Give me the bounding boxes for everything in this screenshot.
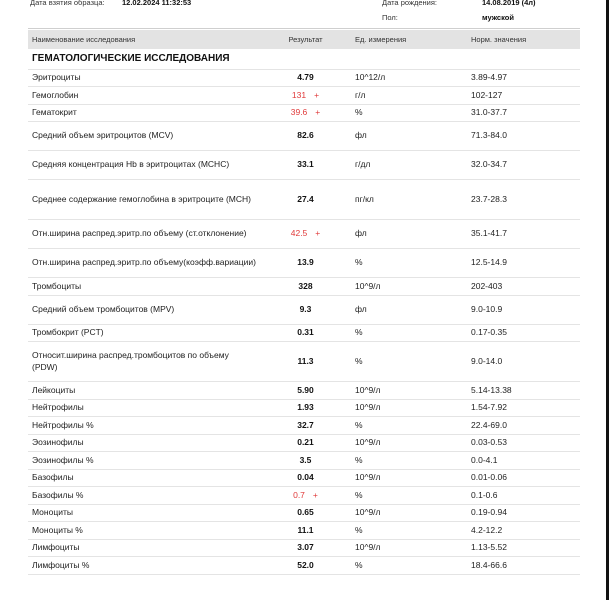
test-name: Отн.ширина распред.эритр.по объему(коэфф.вариации) [28,249,260,278]
table-row [28,557,580,575]
result-value: 0.21 [297,437,314,447]
table-row [28,522,580,540]
test-name: Средний объем тромбоцитов (MPV) [28,295,260,324]
test-unit: пг/кл [351,180,467,220]
result-value: 82.6 [297,130,314,141]
test-norm: 9.0-14.0 [467,342,580,382]
result-value: 9.3 [299,303,312,314]
table-row [28,342,580,382]
test-unit: 10^9/л [351,504,467,522]
test-result [260,180,351,220]
test-result [260,342,351,382]
abnormal-flag: + [312,489,318,500]
table-row [28,399,580,417]
test-norm: 31.0-37.7 [467,104,580,122]
result-value: 0.65 [297,507,314,517]
table-row [28,469,580,487]
test-unit: г/л [351,87,467,105]
sex-label: Пол: [382,13,398,22]
test-unit: 10^9/л [351,382,467,400]
result-value: 0.7 [293,489,305,500]
results-table [28,30,580,575]
table-row [28,104,580,122]
test-name: Базофилы % [28,487,260,505]
test-result [260,539,351,557]
table-row [28,434,580,452]
test-norm: 102-127 [467,87,580,105]
test-name: Лимфоциты [28,539,260,557]
test-result [260,122,351,151]
test-result [260,399,351,417]
test-name: Лейкоциты [28,382,260,400]
result-value: 3.5 [299,454,312,465]
test-norm: 0.19-0.94 [467,504,580,522]
test-result [260,69,351,87]
table-row [28,324,580,342]
result-value: 5.90 [297,384,314,395]
test-unit: % [351,557,467,575]
test-norm: 9.0-10.9 [467,295,580,324]
sample-date-value: 12.02.2024 11:32:53 [122,0,192,7]
test-name: Моноциты % [28,522,260,540]
result-value: 4.79 [297,72,314,82]
abnormal-flag: + [315,107,321,117]
table-row [28,539,580,557]
result-value: 328 [298,280,313,291]
test-norm: 35.1-41.7 [467,220,580,249]
sample-date-label: Дата взятия образца: [30,0,105,7]
sex-value: мужской [482,13,514,22]
test-unit: фл [351,220,467,249]
test-norm: 0.01-0.06 [467,469,580,487]
column-header-norm: Норм. значения [467,30,580,49]
table-row [28,151,580,180]
table-row [28,180,580,220]
test-result [260,434,351,452]
birth-date-value: 14.08.2019 (4л) [482,0,536,7]
result-value: 32.7 [297,419,314,430]
result-value: 52.0 [297,559,314,570]
table-row [28,487,580,505]
test-norm: 22.4-69.0 [467,417,580,435]
table-row [28,278,580,296]
test-unit: фл [351,295,467,324]
result-value: 0.04 [297,472,314,482]
result-value: 0.31 [297,327,314,337]
test-unit: фл [351,122,467,151]
test-name: Гематокрит [28,104,260,122]
test-name: Тромбоциты [28,278,260,296]
test-norm: 5.14-13.38 [467,382,580,400]
test-result [260,469,351,487]
column-header-result: Результат [260,30,351,49]
test-name: Средняя концентрация Hb в эритроцитах (MCHC) [28,151,260,180]
test-norm: 4.2-12.2 [467,522,580,540]
test-result [260,382,351,400]
test-result [260,522,351,540]
test-name: Лимфоциты % [28,557,260,575]
test-unit: 10^9/л [351,539,467,557]
test-norm: 0.1-0.6 [467,487,580,505]
test-unit: % [351,417,467,435]
test-name: Средний объем эритроцитов (MCV) [28,122,260,151]
test-result [260,87,351,105]
result-value: 3.07 [297,542,314,552]
test-unit: % [351,324,467,342]
test-norm: 23.7-28.3 [467,180,580,220]
test-name: Отн.ширина распред.эритр.по объему (ст.отклонение) [28,220,260,249]
result-value: 1.93 [297,402,314,412]
section-title: ГЕМАТОЛОГИЧЕСКИЕ ИССЛЕДОВАНИЯ [28,49,580,69]
abnormal-flag: + [314,89,320,100]
abnormal-flag: + [315,228,321,239]
test-norm: 12.5-14.9 [467,249,580,278]
test-result [260,220,351,249]
section-row [28,49,580,69]
test-name: Нейтрофилы % [28,417,260,435]
table-row [28,382,580,400]
test-result [260,417,351,435]
test-name: Нейтрофилы [28,399,260,417]
test-name: Моноциты [28,504,260,522]
table-row [28,220,580,249]
table-row [28,69,580,87]
header-divider [28,28,580,29]
table-row [28,452,580,470]
test-norm: 3.89-4.97 [467,69,580,87]
column-header-name: Наименование исследования [28,30,260,49]
result-value: 11.1 [297,524,314,535]
result-value: 11.3 [297,355,314,366]
result-value: 13.9 [297,257,314,268]
table-row [28,504,580,522]
test-name: Гемоглобин [28,87,260,105]
test-unit: 10^9/л [351,434,467,452]
result-value: 27.4 [297,193,314,204]
test-result [260,324,351,342]
test-name: Базофилы [28,469,260,487]
birth-date-label: Дата рождения: [382,0,437,7]
test-unit: % [351,342,467,382]
test-result [260,151,351,180]
table-row [28,87,580,105]
test-norm: 71.3-84.0 [467,122,580,151]
test-result [260,452,351,470]
test-result [260,249,351,278]
test-result [260,487,351,505]
test-norm: 32.0-34.7 [467,151,580,180]
table-header-row [28,30,580,49]
table-row [28,417,580,435]
test-result [260,104,351,122]
test-result [260,295,351,324]
test-unit: % [351,522,467,540]
test-name: Эозинофилы % [28,452,260,470]
table-row [28,122,580,151]
test-result [260,278,351,296]
test-unit: 10^9/л [351,399,467,417]
test-unit: % [351,487,467,505]
test-result [260,504,351,522]
test-unit: г/дл [351,151,467,180]
test-name: Среднее содержание гемоглобина в эритроците (MCH) [28,180,260,220]
test-name: Относит.ширина распред.тромбоцитов по объему (PDW) [28,342,260,382]
result-value: 33.1 [297,159,314,170]
test-unit: 10^9/л [351,469,467,487]
test-name: Эритроциты [28,69,260,87]
test-result [260,557,351,575]
result-value: 42.5 [290,228,308,239]
test-norm: 18.4-66.6 [467,557,580,575]
test-norm: 1.54-7.92 [467,399,580,417]
table-row [28,249,580,278]
test-name: Тромбокрит (PCT) [28,324,260,342]
test-unit: 10^12/л [351,69,467,87]
test-unit: 10^9/л [351,278,467,296]
test-unit: % [351,104,467,122]
test-norm: 202-403 [467,278,580,296]
table-row [28,295,580,324]
test-unit: % [351,452,467,470]
test-unit: % [351,249,467,278]
result-value: 131 [291,89,307,100]
test-name: Эозинофилы [28,434,260,452]
test-norm: 0.03-0.53 [467,434,580,452]
test-norm: 1.13-5.52 [467,539,580,557]
column-header-unit: Ед. измерения [351,30,467,49]
result-value: 39.6 [290,107,308,117]
test-norm: 0.17-0.35 [467,324,580,342]
test-norm: 0.0-4.1 [467,452,580,470]
